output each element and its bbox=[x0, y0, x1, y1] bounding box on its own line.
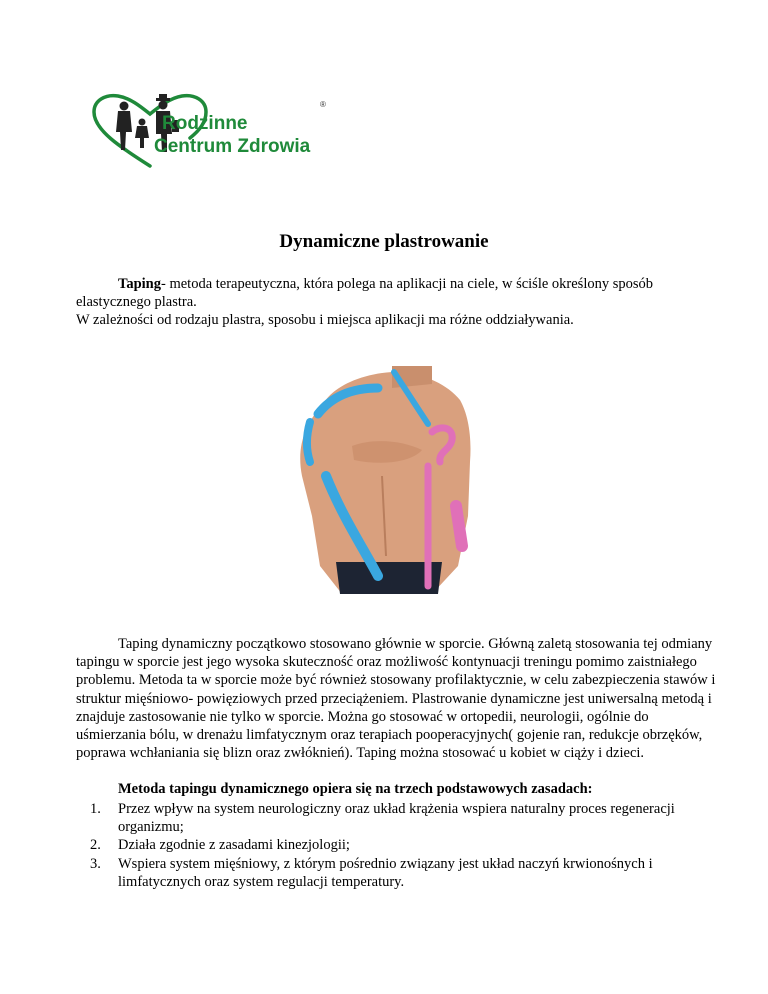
registered-mark: ® bbox=[320, 100, 326, 109]
intro-term: Taping bbox=[118, 276, 161, 292]
logo-wordmark bbox=[154, 112, 311, 158]
body-paragraph-text: Taping dynamiczny początkowo stosowano głównie w sporcie. Główną zaletą stosowania tej odmiany tapingu w sporcie jest jego wysoka skuteczność oraz możliwość kontynuacji treningu pomimo zaistniałego problemu. Metoda ta w sporcie może być również stosowany profilaktycznie, w celu zabezpieczenia stawów i struktur mięśniowo- powięziowych przed przeciążeniem. Plastrowanie dynamiczne jest uniwersalną metodą i znajduje zastosowanie nie tylko w sporcie. Można go stosować w ortopedii, neurologii, ogólnie do uśmierzania bólu, w drenażu limfatycznym oraz terapiach pooperacyjnych( gojenie ran, redukcje obrzęków, poprawa wchłaniania się blizn oraz zwłóknień). Taping można stosować u kobiet w ciąży i dzieci. bbox=[76, 636, 716, 762]
page-title: Dynamiczne plastrowanie bbox=[279, 231, 489, 252]
list-item: 1. Przez wpływ na system neurologiczny oraz układ krążenia wspiera naturalny proces regeneracji organizmu; bbox=[90, 801, 675, 836]
intro-paragraph bbox=[76, 275, 706, 329]
taping-photo bbox=[282, 366, 482, 594]
list-item: 2. Działa zgodnie z zasadami kinezjologii; bbox=[90, 837, 350, 854]
intro-definition: - metoda terapeutyczna, która polega na aplikacji na ciele, w ściśle określony sposób elastycznego plastra. bbox=[76, 276, 654, 310]
principles-list bbox=[76, 800, 716, 891]
body-paragraph bbox=[76, 635, 716, 762]
list-item: 3. Wspiera system mięśniowy, z którym pośrednio związany jest układ naczyń krwionośnych i limfatycznych oraz system regulacji temperatury. bbox=[90, 855, 653, 890]
logo-line-1: Rodzinne bbox=[162, 113, 248, 134]
torso-illustration-icon bbox=[282, 366, 482, 594]
intro-line-2: W zależności od rodzaju plastra, sposobu i miejsca aplikacji ma różne oddziaływania. bbox=[76, 312, 574, 328]
logo-line-2: Centrum Zdrowia bbox=[154, 136, 311, 157]
principles-title: Metoda tapingu dynamicznego opiera się na trzech podstawowych zasadach: bbox=[118, 781, 593, 797]
